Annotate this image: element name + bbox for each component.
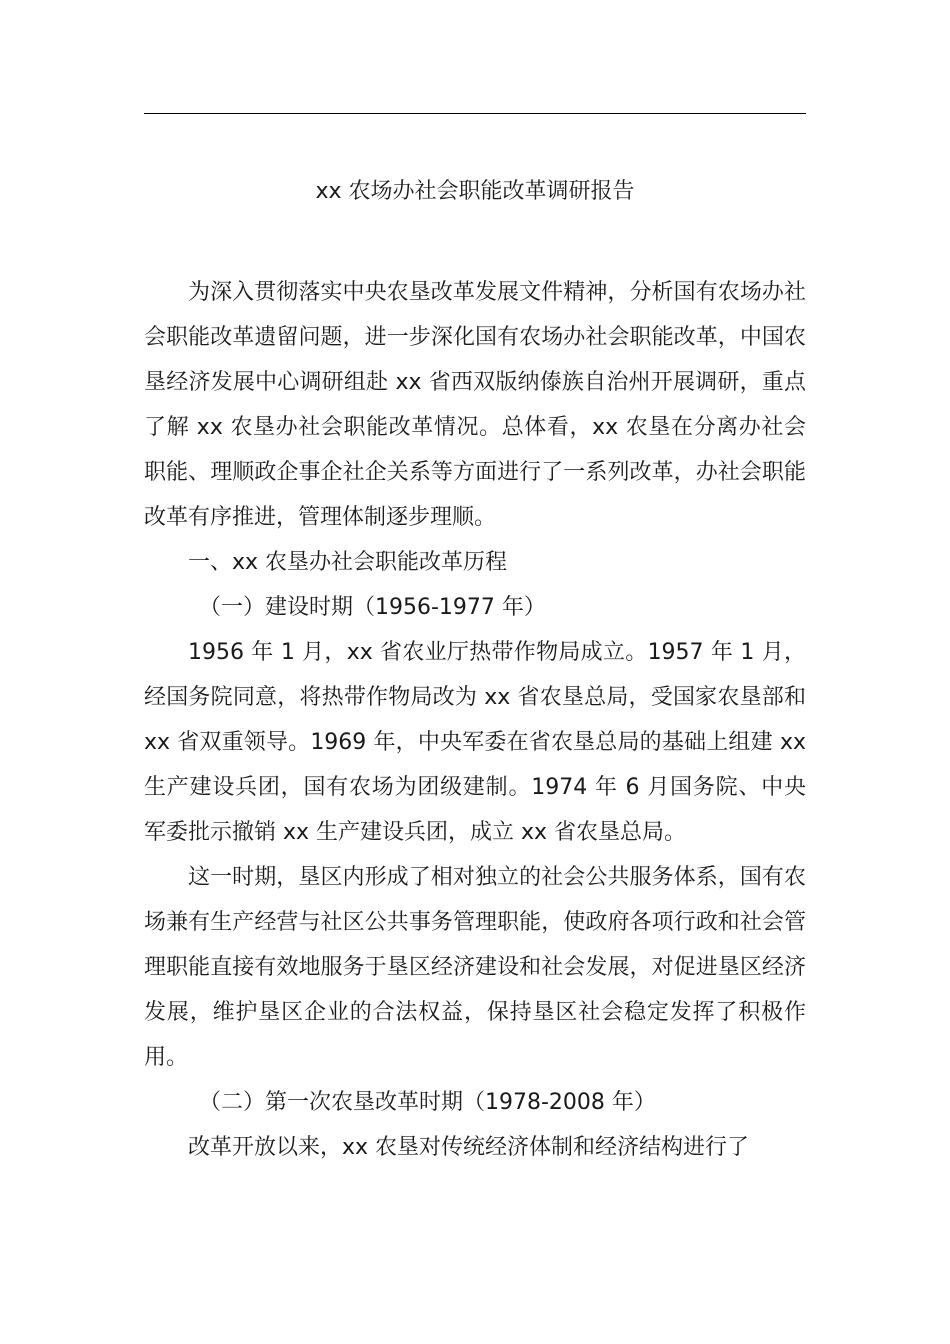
intro-paragraph: 为深入贯彻落实中央农垦改革发展文件精神，分析国有农场办社会职能改革遗留问题，进一步深化国有农场办社会职能改革，中国农垦经济发展中心调研组赴 xx 省西双版纳傣族自治州开展调研，重点了解 xx 农垦办社会职能改革情况。总体看，xx 农垦在分离办社会职能、理顺政企事企社企关系等方面进行了一系列改革，办社会职能改革有序推进，管理体制逐步理顺。: [144, 280, 806, 530]
document-body: [144, 270, 806, 1170]
reform-paragraph: 改革开放以来，xx 农垦对传统经济体制和经济结构进行了: [188, 1135, 750, 1160]
period-summary-paragraph: 这一时期，垦区内形成了相对独立的社会公共服务体系，国有农场兼有生产经营与社区公共事务管理职能，使政府各项行政和社会管理职能直接有效地服务于垦区经济建设和社会发展，对促进垦区经济发展，维护垦区企业的合法权益，保持垦区社会稳定发挥了积极作用。: [144, 865, 806, 1070]
section-heading-1: 一、xx 农垦办社会职能改革历程: [188, 550, 508, 575]
document-title: xx 农场办社会职能改革调研报告: [315, 179, 635, 204]
header-rule: [144, 113, 806, 114]
subsection-heading-2: （二）第一次农垦改革时期（1978-2008 年）: [199, 1090, 656, 1115]
history-paragraph: 1956 年 1 月，xx 省农业厅热带作物局成立。1957 年 1 月，经国务院同意，将热带作物局改为 xx 省农垦总局，受国家农垦部和 xx 省双重领导。1969 年，中央军委在省农垦总局的基础上组建 xx 生产建设兵团，国有农场为团级建制。1974 年 6 月国务院、中央军委批示撤销 xx 生产建设兵团，成立 xx 省农垦总局。: [144, 640, 806, 845]
subsection-heading-1: （一）建设时期（1956-1977 年）: [199, 595, 546, 620]
